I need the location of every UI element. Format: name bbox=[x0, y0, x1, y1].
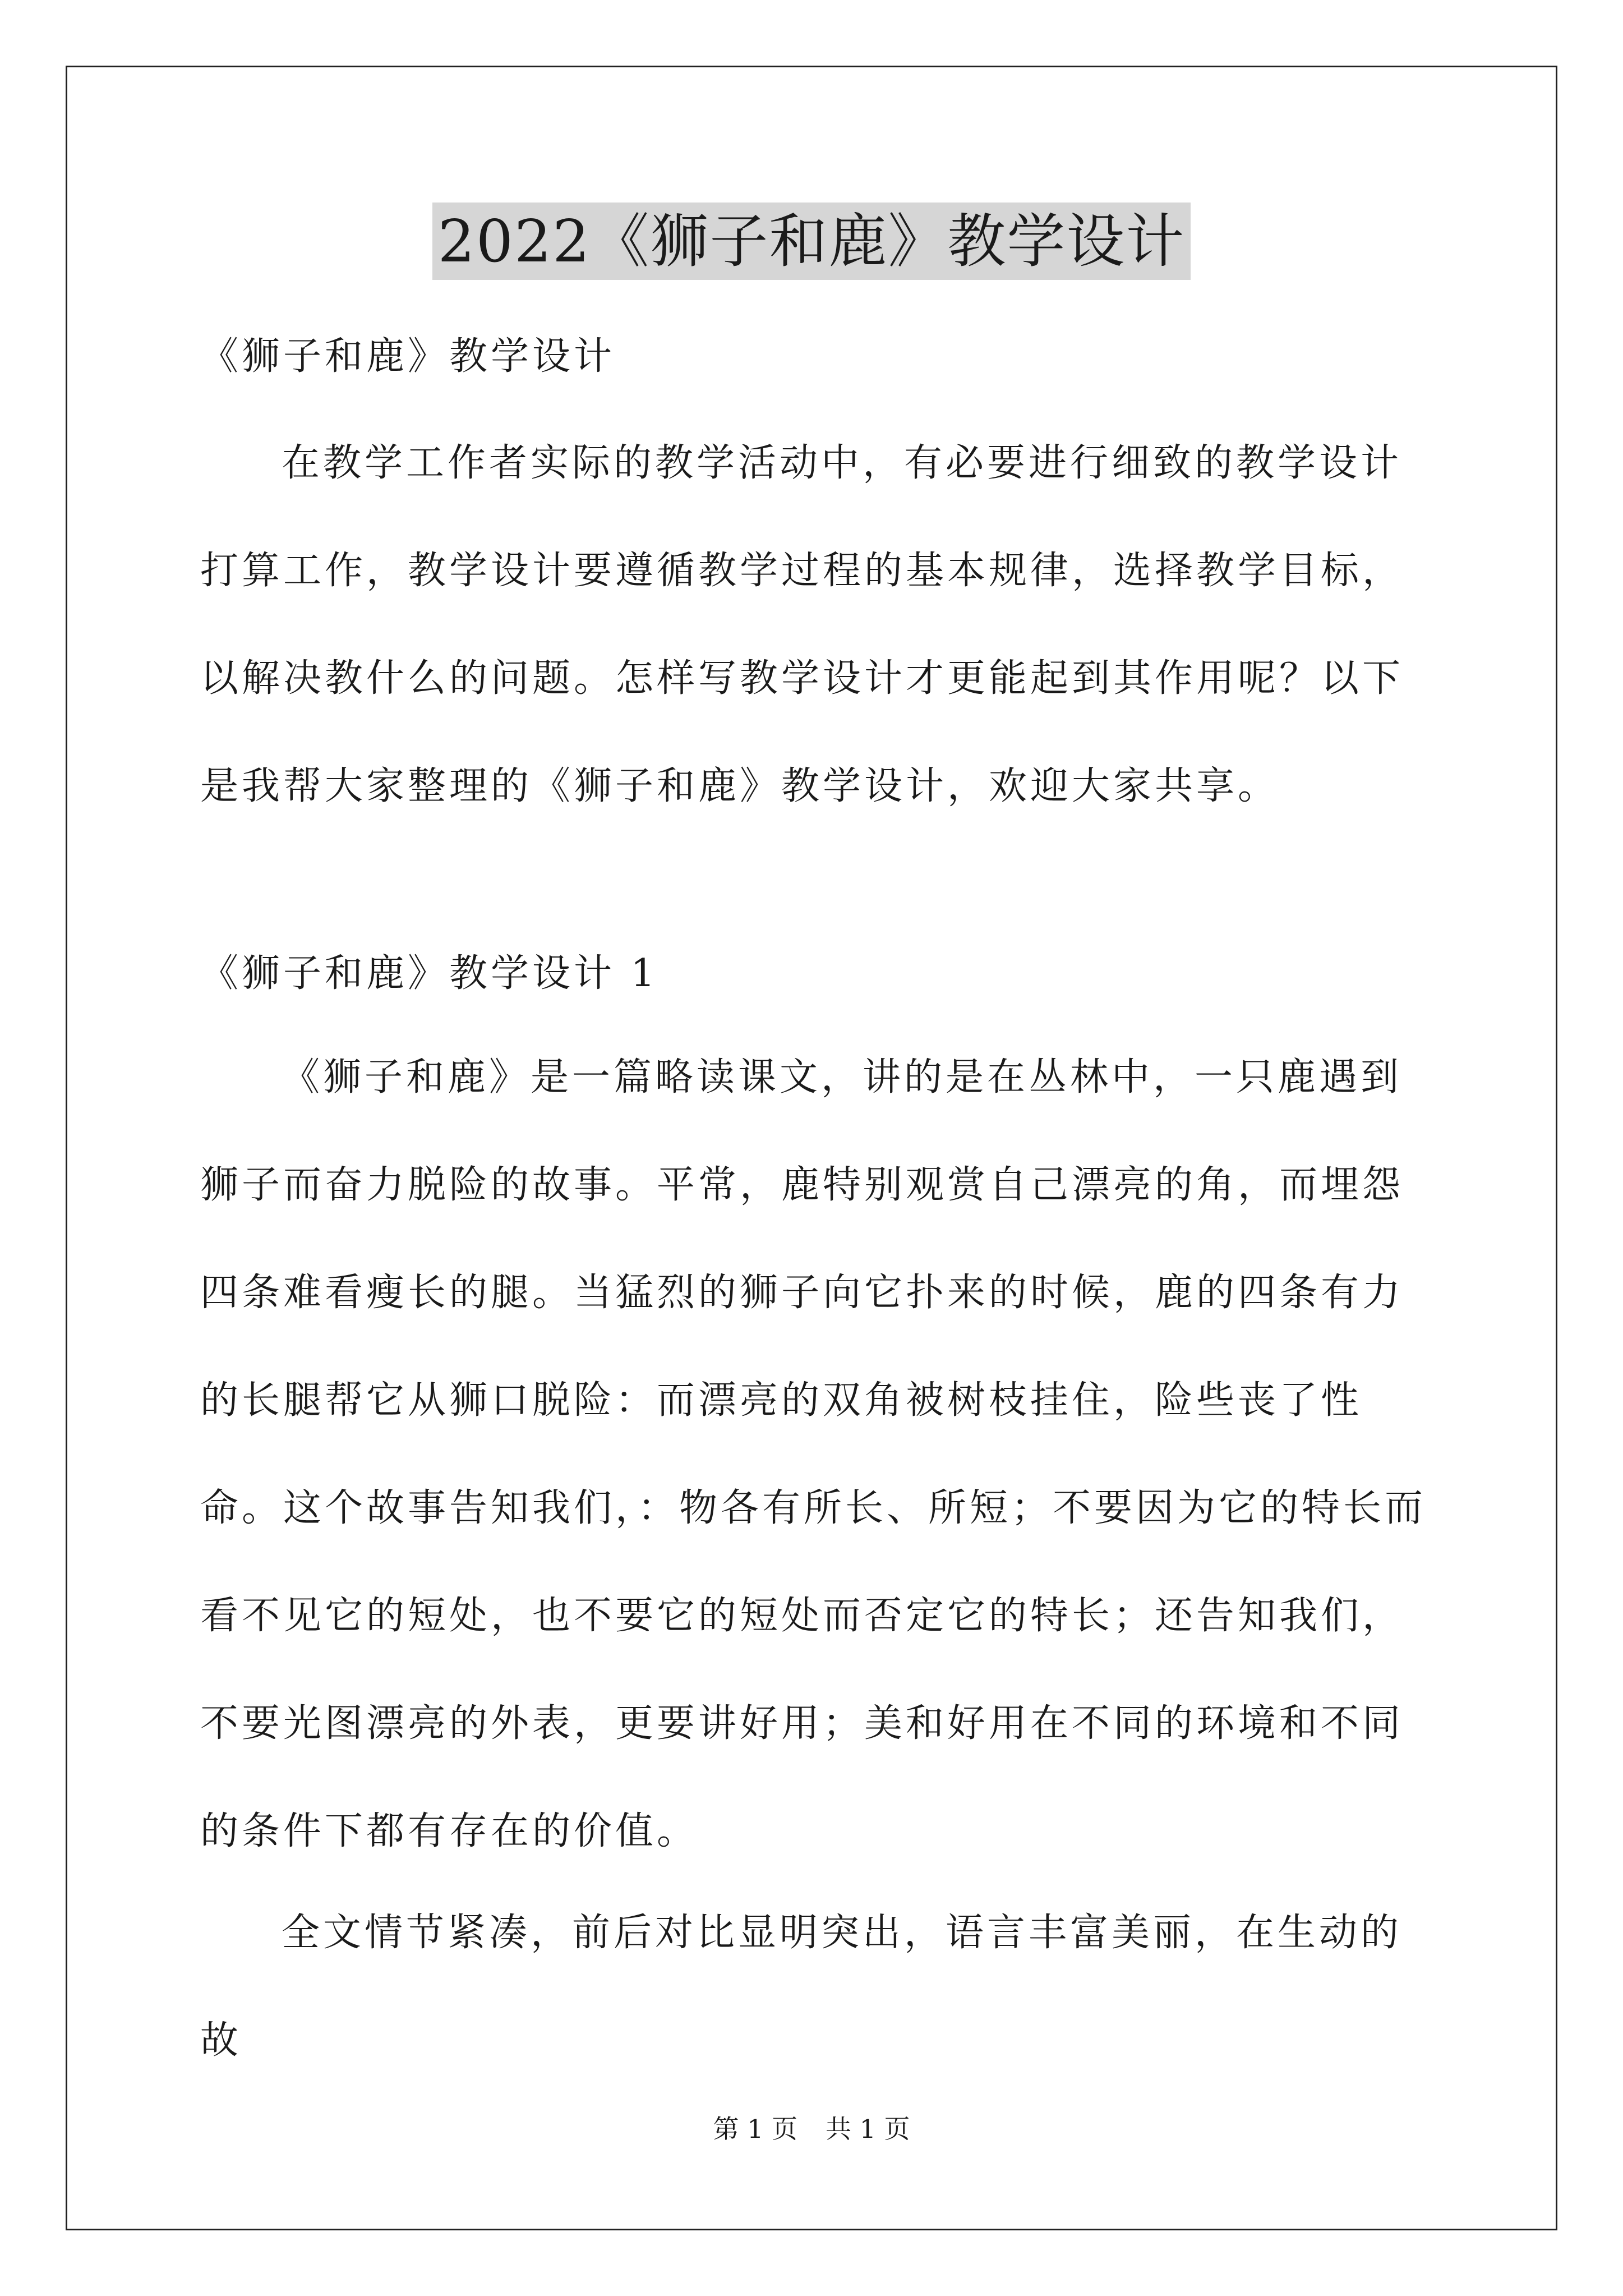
section-heading-2: 《狮子和鹿》教学设计 1 bbox=[200, 951, 658, 996]
document-title bbox=[0, 202, 1623, 280]
total-pages: 共 1 页 bbox=[826, 2114, 910, 2144]
section-heading-1: 《狮子和鹿》教学设计 bbox=[200, 334, 616, 379]
body-paragraph-1: 《狮子和鹿》是一篇略读课文，讲的是在丛林中，一只鹿遇到狮子而奋力脱险的故事。平常，鹿特别观赏自己漂亮的角，而埋怨四条难看瘦长的腿。当猛烈的狮子向它扑来的时候，鹿的四条有力的长腿帮它从狮口脱险：而漂亮的双角被树枝挂住，险些丧了性命。这个故事告知我们，：物各有所长、所短；不要因为它的特长而看不见它的短处，也不要它的短处而否定它的特长；还告知我们，不要光图漂亮的外表，更要讲好用；美和好用在不同的环境和不同的条件下都有存在的价值。 bbox=[200, 1055, 1427, 1853]
page-footer bbox=[0, 2112, 1623, 2146]
page-number: 第 1 页 bbox=[713, 2114, 797, 2144]
body-paragraph-2: 全文情节紧凑，前后对比显明突出，语言丰富美丽，在生动的故 bbox=[200, 1911, 1403, 2063]
intro-paragraph: 在教学工作者实际的教学活动中，有必要进行细致的教学设计打算工作，教学设计要遵循教学过程的基本规律，选择教学目标，以解决教什么的问题。怎样写教学设计才更能起到其作用呢？以下是我帮大家整理的《狮子和鹿》教学设计，欢迎大家共享。 bbox=[200, 441, 1404, 808]
document-title-text: 2022《狮子和鹿》教学设计 bbox=[432, 203, 1191, 280]
